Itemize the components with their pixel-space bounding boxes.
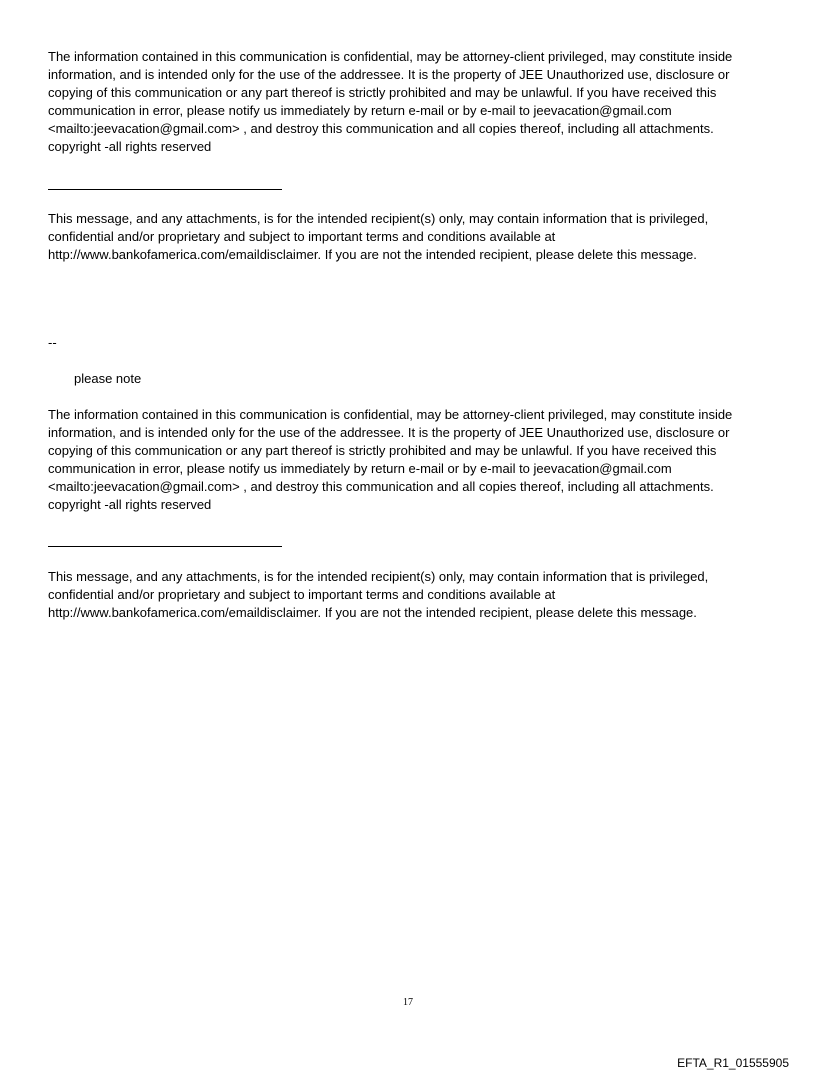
confidentiality-notice-2: The information contained in this communication is confidential, may be attorney-client privileged, may constitute inside information, and is intended only for the use of the addressee. It is the property of JEE Unauthorized use, disclosure or copying of this communication or any part thereof is strictly prohibited and may be unlawful. If you have received this communication in error, please notify us immediately by return e-mail or by e-mail to jeevacation@gmail.com <mailto:jeevacation@gmail.com> , and destroy this communication and all copies thereof, including all attachments. copyright -all rights reserved [48, 407, 733, 512]
horizontal-rule-2 [48, 546, 282, 547]
signature-separator: -- [48, 335, 57, 350]
horizontal-rule-1 [48, 189, 282, 190]
page-number: 17 [403, 997, 413, 1008]
confidentiality-notice-1: The information contained in this communication is confidential, may be attorney-client privileged, may constitute inside information, and is intended only for the use of the addressee. It is the property of JEE Unauthorized use, disclosure or copying of this communication or any part thereof is strictly prohibited and may be unlawful. If you have received this communication in error, please notify us immediately by return e-mail or by e-mail to jeevacation@gmail.com <mailto:jeevacation@gmail.com> , and destroy this communication and all copies thereof, including all attachments. copyright -all rights reserved [48, 49, 733, 154]
bank-disclaimer-1: This message, and any attachments, is for the intended recipient(s) only, may contain information that is privileged, confidential and/or proprietary and subject to important terms and conditions available at http://www.bankofamerica.com/emaildisclaimer. If you are not the intended recipient, please delete this message. [48, 211, 709, 262]
document-id: EFTA_R1_01555905 [677, 1056, 789, 1070]
note-label: please note [74, 371, 142, 386]
bank-disclaimer-2: This message, and any attachments, is for the intended recipient(s) only, may contain information that is privileged, confidential and/or proprietary and subject to important terms and conditions available at http://www.bankofamerica.com/emaildisclaimer. If you are not the intended recipient, please delete this message. [48, 569, 709, 620]
